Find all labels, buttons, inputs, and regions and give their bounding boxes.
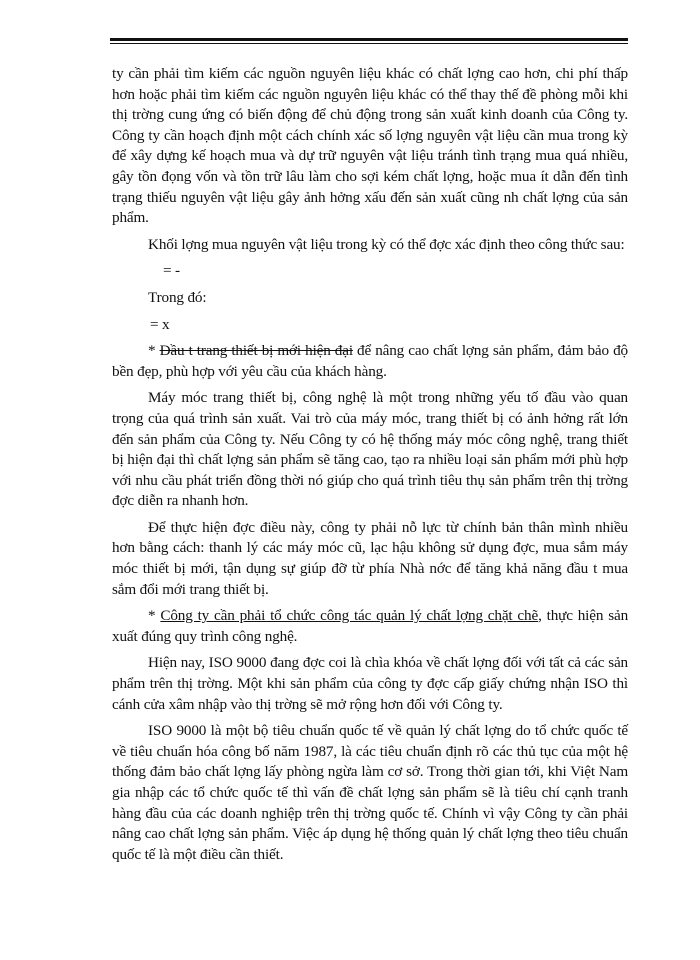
paragraph-invest-equipment xyxy=(112,341,628,382)
bullet-star: * xyxy=(148,342,160,360)
paragraph-purchase-volume: Khối lợng mua nguyên vật liệu trong kỳ có thể đợc xác định theo công thức sau: xyxy=(148,235,625,253)
body-text xyxy=(112,64,628,871)
paragraph-quality-management-rest: , thực hiện sản xuất đúng quy trình công nghệ. xyxy=(112,607,629,645)
formula-purchase: = - xyxy=(163,262,180,280)
paragraph-machinery-role: Máy móc trang thiết bị, công nghệ là một trong những yếu tố đầu vào quan trọng của quá trình sản xuất. Vai trò của máy móc, trang thiết bị có ảnh hởng rất lớn đến sản phẩm của Công ty. Nếu Công ty có hệ thống máy móc công nghệ, trang thiết bị hiện đại thì chất lợng sản phẩm sẽ tăng cao, tạo ra nhiều loại sản phẩm mới phù hợp với nhu cầu phát triển đồng thời nó giúp cho quá trình tiêu thụ sản phẩm trên thị trờng đợc diễn ra nhanh hơn. xyxy=(112,389,628,510)
paragraph-iso-standard: ISO 9000 là một bộ tiêu chuẩn quốc tế về quản lý chất lợng do tổ chức quốc tế về tiêu chuẩn hóa công bố năm 1987, là các tiêu chuẩn định rõ các thủ tục của một hệ thống đảm bảo chất lợng lấy phòng ngừa làm cơ sở. Trong thời gian tới, khi Việt Nam gia nhập các tổ chức quốc tế thì vấn đề chất lợng sản phẩm sẽ là tiêu chí cạnh tranh hàng đầu của các doanh nghiệp trên thị trờng quốc tế. Chính vì vậy Công ty cần phải nâng cao chất lợng sản phẩm. Việc áp dụng hệ thống quản lý chất lợng theo tiêu chuẩn quốc tế là một điều cần thiết. xyxy=(112,722,628,863)
paragraph-quality-management xyxy=(112,606,628,647)
header-rule-thin xyxy=(110,43,628,44)
heading-quality-management: Công ty cần phải tổ chức công tác quản lý chất lợng chặt chẽ xyxy=(160,607,539,625)
paragraph-invest-equipment-rest: để nâng cao chất lợng sản phẩm, đảm bảo độ bền đẹp, phù hợp với yêu cầu của khách hàng. xyxy=(112,342,628,380)
paragraph-implementation: Để thực hiện đợc điều này, công ty phải nỗ lực từ chính bản thân mình nhiều hơn bằng cách: thanh lý các máy móc cũ, lạc hậu không sử dụng đợc, mua sắm máy móc thiết bị mới, tận dụng sự giúp đỡ từ phía Nhà nớc để tăng khả năng đầu t mua sắm đổi mới trang thiết bị. xyxy=(112,518,628,598)
formula-product: = x xyxy=(150,315,170,333)
bullet-star: * xyxy=(148,607,161,625)
paragraph-iso-key: Hiện nay, ISO 9000 đang đợc coi là chìa khóa về chất lợng đối với tất cả các sản phẩm trên thị trờng. Một khi sản phẩm của công ty đợc cấp giấy chứng nhận ISO thì cánh cửa xâm nhập vào thị trờng sẽ mở rộng hơn đối với Công ty. xyxy=(112,654,628,713)
paragraph-sourcing: ty cần phải tìm kiếm các nguồn nguyên liệu khác có chất lợng cao hơn, chi phí thấp hơn hoặc phải tìm kiếm các nguồn nguyên liệu khác có thể thay thế đề phòng mỗi khi thị trờng cung ứng có biến động để chủ động trong sản xuất kinh doanh của Công ty. Công ty cần hoạch định một cách chính xác số lợng nguyên vật liệu cần mua trong kỳ để xây dựng kế hoạch mua và dự trữ nguyên vật liệu tránh tình trạng mua quá nhiều, gây tồn đọng vốn và tồn trữ lâu làm cho sợi kém chất lợng, hoặc mua ít dẫn đến tình trạng thiếu nguyên vật liệu gây ảnh hởng xấu đến sản xuất cũng nh chất lợng của sản phẩm. xyxy=(112,65,628,227)
where-label: Trong đó: xyxy=(148,288,207,306)
heading-invest-equipment: Đầu t trang thiết bị mới hiện đại xyxy=(159,342,353,360)
header-rule-thick xyxy=(110,38,628,41)
